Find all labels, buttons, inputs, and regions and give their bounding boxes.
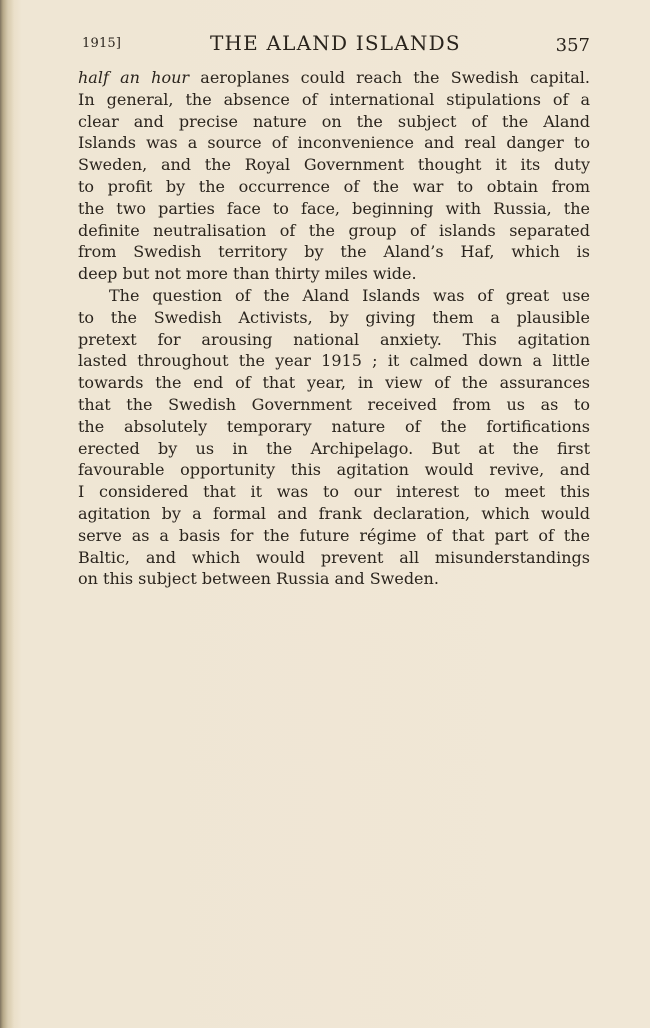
- text-line: Baltic, and which would prevent all misunderstandings: [78, 547, 590, 567]
- text-line: In general, the absence of international stipulations of a: [78, 89, 590, 109]
- text-line: Sweden, and the Royal Government thought it its duty: [78, 155, 590, 175]
- text-line: serve as a basis for the future régime of that part of the: [78, 525, 590, 545]
- text-line: erected by us in the Archipelago. But at the first: [78, 438, 590, 458]
- text-line: that the Swedish Government received from us as to: [78, 394, 590, 414]
- text-line: Islands was a source of inconvenience and real danger to: [78, 133, 590, 153]
- paragraph-last-line: deep but not more than thirty miles wide.: [78, 264, 417, 284]
- text-line: favourable opportunity this agitation would revive, and: [78, 460, 590, 480]
- line-continuation: aeroplanes could reach the Swedish capital.: [189, 68, 590, 87]
- body-text: [78, 67, 590, 590]
- text-line: lasted throughout the year 1915 ; it calmed down a little: [78, 351, 590, 371]
- page-number: 357: [555, 35, 590, 56]
- paragraph-first-line: The question of the Aland Islands was of great use: [109, 285, 590, 305]
- paragraph-last-line: on this subject between Russia and Sweden.: [78, 569, 439, 589]
- text-line: from Swedish territory by the Aland’s Haf, which is: [78, 242, 590, 262]
- running-head: [78, 30, 590, 56]
- text-line: to profit by the occurrence of the war to obtain from: [78, 176, 590, 196]
- text-line: the two parties face to face, beginning with Russia, the: [78, 198, 590, 218]
- text-line: agitation by a formal and frank declaration, which would: [78, 503, 590, 523]
- running-head-year: 1915]: [82, 36, 122, 51]
- page-spine-shadow: [0, 0, 14, 1028]
- text-line: I considered that it was to our interest to meet this: [78, 482, 590, 502]
- text-line: clear and precise nature on the subject of the Aland: [78, 111, 590, 131]
- text-line: [78, 67, 590, 89]
- text-line: definite neutralisation of the group of islands separated: [78, 220, 590, 240]
- text-line: to the Swedish Activists, by giving them a plausible: [78, 307, 590, 327]
- running-head-title: THE ALAND ISLANDS: [210, 31, 461, 55]
- text-line: pretext for arousing national anxiety. This agitation: [78, 329, 590, 349]
- text-line: towards the end of that year, in view of the assurances: [78, 373, 590, 393]
- text-line: the absolutely temporary nature of the fortifications: [78, 416, 590, 436]
- italic-phrase: half an hour: [78, 68, 190, 87]
